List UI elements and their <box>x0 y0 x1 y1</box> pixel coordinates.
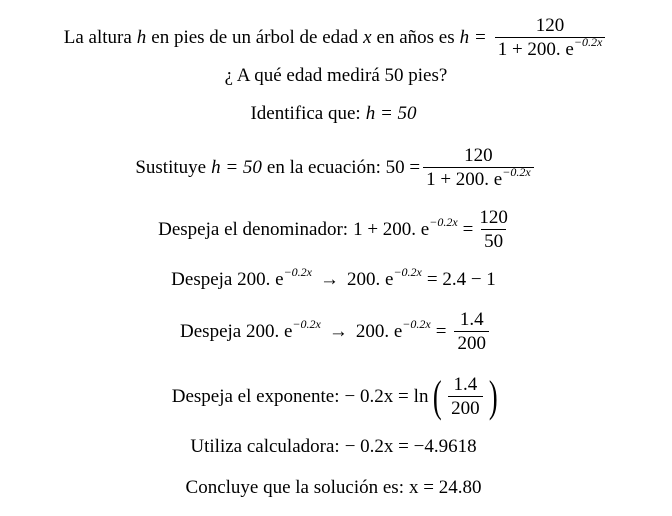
step-denominator <box>0 202 672 258</box>
isolate-2-denominator: 200 <box>454 331 489 354</box>
substitute-denominator: 1 + 200. $e^{-0.2x}$ <box>423 167 534 190</box>
step-exponent <box>0 368 672 426</box>
arrow-icon: → <box>320 269 339 290</box>
step-isolate-1-rhs-base: 200. $e^{-0.2x}$ <box>347 265 422 290</box>
fraction-denominator: 1 + 200. $e^{-0.2x}$ <box>495 37 606 60</box>
equation-lhs: h = <box>459 27 487 48</box>
isolate-2-fraction <box>454 310 489 354</box>
fraction-numerator: 120 <box>535 15 565 37</box>
exponent-denominator: 200 <box>448 396 483 419</box>
mid-text: en pies de un árbol de edad <box>151 27 359 48</box>
height-fraction <box>495 16 606 60</box>
exponent-fraction <box>448 375 483 419</box>
step-exponent-label: Despeja el exponente: <box>171 386 340 407</box>
step-denominator-eq: = <box>462 219 474 240</box>
x-variable: x <box>363 27 372 48</box>
step-isolate-2 <box>0 304 672 360</box>
step-conclusion-label: Concluye que la solución es: <box>185 477 404 498</box>
left-paren: ( <box>433 372 443 421</box>
question <box>0 62 672 90</box>
step-conclusion-expr: x = 24.80 <box>409 477 482 498</box>
step-calculator-expr: − 0.2x = −4.9618 <box>344 436 477 457</box>
question-text: ¿ A qué edad medirá 50 pies? <box>224 65 448 86</box>
step-isolate-2-rhs-base: 200. $e^{-0.2x}$ <box>355 317 431 342</box>
step-calculator-label: Utiliza calculadora: <box>190 436 340 457</box>
step-substitute-label: Sustituye <box>135 157 207 178</box>
step-isolate-2-label: Despeja 200. $e^{-0.2x}$ <box>180 317 321 342</box>
step-isolate-1-rhs: = 2.4 − 1 <box>426 269 496 290</box>
ln-function: ln <box>413 386 429 407</box>
step-substitute-cond: h = 50 <box>211 157 262 178</box>
denominator-numerator: 120 <box>479 207 508 229</box>
step-denominator-label: Despeja el denominador: <box>158 219 349 240</box>
step-exponent-lhs: − 0.2x = <box>344 386 409 407</box>
denominator-denominator: 50 <box>481 229 506 252</box>
problem-statement <box>0 10 672 66</box>
tail-text: en años es <box>376 27 455 48</box>
step-substitute <box>0 140 672 196</box>
step-calculator <box>0 433 672 461</box>
right-paren: ) <box>488 372 498 421</box>
step-conclusion <box>0 474 672 502</box>
step-isolate-2-eq: = <box>435 321 447 342</box>
substitute-fraction <box>423 146 534 190</box>
substitute-numerator: 120 <box>464 145 493 167</box>
step-identify-expr: h = 50 <box>365 103 417 124</box>
isolate-2-numerator: 1.4 <box>459 309 484 331</box>
step-identify-label: Identifica que: <box>250 103 361 124</box>
step-isolate-1 <box>0 266 672 294</box>
step-substitute-label2: en la ecuación: 50 = <box>266 157 421 178</box>
h-variable: h <box>136 27 147 48</box>
exponent-numerator: 1.4 <box>453 374 478 396</box>
step-denominator-lhs: 1 + 200. $e^{-0.2x}$ <box>353 215 458 240</box>
step-isolate-1-label: Despeja 200. $e^{-0.2x}$ <box>171 265 312 290</box>
step-identify <box>0 100 672 128</box>
denominator-fraction <box>476 208 511 252</box>
arrow-icon: → <box>328 321 348 342</box>
intro-text: La altura <box>63 27 132 48</box>
